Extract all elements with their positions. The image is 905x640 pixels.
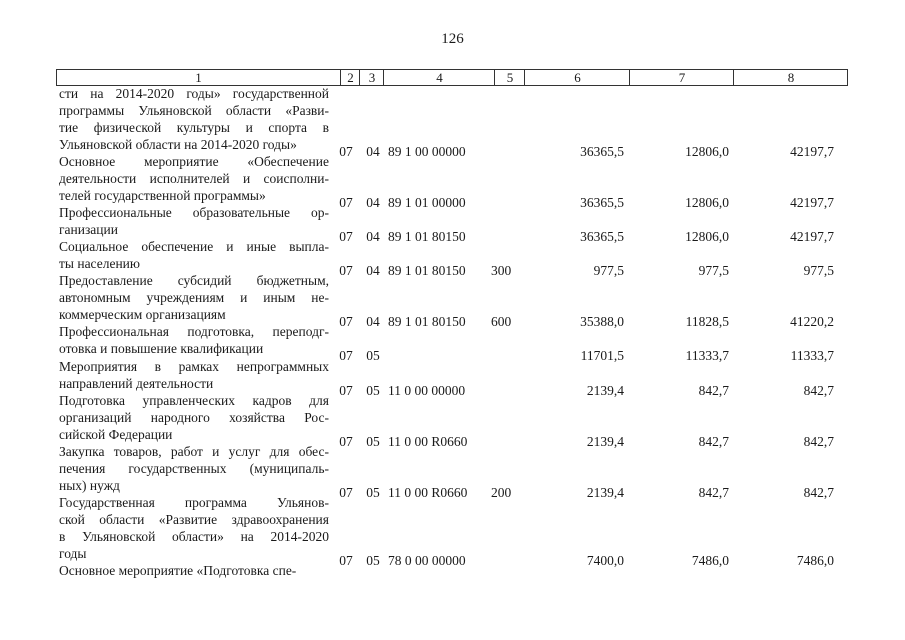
cell-subsection: 04 [366,229,380,244]
cell-target-article: 89 1 01 00000 [388,195,466,210]
cell-target-article: 89 1 01 80150 [388,229,466,244]
row-description [59,272,329,323]
cell-subsection: 05 [366,553,380,568]
header-col-6: 6 [524,70,630,85]
description-line: печения государственных (муниципаль- [59,461,329,476]
cell-section: 07 [339,229,353,244]
cell-amount-col6: 36365,5 [580,229,624,244]
cell-expense-type: 600 [491,314,512,329]
cell-section: 07 [339,263,353,278]
row-description [59,494,329,562]
cell-section: 07 [339,314,353,329]
description-line: коммерческим организациям [59,307,226,322]
cell-amount-col7: 11828,5 [685,314,729,329]
header-col-1: 1 [195,70,202,85]
cell-amount-col6: 35388,0 [580,314,624,329]
cell-amount-col6: 2139,4 [586,485,624,500]
cell-amount-col7: 842,7 [698,383,729,398]
description-line: телей государственной программы» [59,188,266,203]
cell-amount-col6: 36365,5 [580,195,624,210]
cell-subsection: 04 [366,314,380,329]
cell-section: 07 [339,383,353,398]
cell-amount-col6: 11701,5 [580,348,624,363]
cell-subsection: 05 [366,485,380,500]
description-line: ской области «Развитие здравоохранения [59,512,329,527]
page-number: 126 [441,31,464,47]
description-line: направлений деятельности [59,376,214,391]
cell-amount-col7: 842,7 [698,485,729,500]
cell-amount-col7: 12806,0 [685,229,729,244]
cell-amount-col7: 977,5 [698,263,729,278]
cell-amount-col8: 842,7 [803,383,834,398]
row-description [59,358,329,392]
header-col-4: 4 [383,70,495,85]
cell-amount-col8: 42197,7 [790,195,834,210]
description-line: деятельности исполнителей и соисполни- [59,171,329,186]
cell-amount-col8: 977,5 [803,263,834,278]
cell-expense-type: 200 [491,485,512,500]
description-line: в Ульяновской области» на 2014-2020 [59,529,329,544]
cell-subsection: 05 [366,348,380,363]
description-line: тие физической культуры и спорта в [59,120,329,135]
row-description [59,323,329,357]
cell-target-article: 89 1 01 80150 [388,314,466,329]
cell-amount-col8: 42197,7 [790,229,834,244]
cell-section: 07 [339,434,353,449]
row-description [59,153,329,204]
cell-amount-col8: 842,7 [803,434,834,449]
cell-amount-col8: 842,7 [803,485,834,500]
description-line: Предоставление субсидий бюджетным, [59,273,329,288]
cell-section: 07 [339,348,353,363]
header-col-3: 3 [359,70,384,85]
row-description [59,562,329,579]
row-description [59,392,329,443]
description-line: автономным учреждениям и иным не- [59,290,329,305]
cell-amount-col7: 7486,0 [691,553,729,568]
row-description [59,204,329,238]
header-col-5: 5 [494,70,525,85]
header-col-2: 2 [340,70,360,85]
cell-amount-col6: 36365,5 [580,144,624,159]
description-line: Мероприятия в рамках непрограммных [59,359,329,374]
cell-subsection: 05 [366,434,380,449]
description-line: Основное мероприятие «Обеспечение [59,154,329,169]
cell-section: 07 [339,195,353,210]
row-description [59,443,329,494]
cell-amount-col8: 11333,7 [790,348,834,363]
cell-target-article: 89 1 01 80150 [388,263,466,278]
cell-section: 07 [339,553,353,568]
cell-amount-col8: 41220,2 [790,314,834,329]
description-line: ганизации [59,222,118,237]
cell-amount-col8: 7486,0 [796,553,834,568]
cell-target-article: 11 0 00 R0660 [388,485,468,500]
cell-target-article: 11 0 00 00000 [388,383,466,398]
description-line: Ульяновской области на 2014-2020 годы» [59,137,297,152]
cell-target-article: 89 1 00 00000 [388,144,466,159]
cell-amount-col6: 2139,4 [586,383,624,398]
header-col-7: 7 [629,70,734,85]
description-line: сти на 2014-2020 годы» государственной [59,86,329,101]
cell-subsection: 04 [366,263,380,278]
description-line: Закупка товаров, работ и услуг для обес- [59,444,329,459]
description-line: сийской Федерации [59,427,173,442]
cell-subsection: 05 [366,383,380,398]
cell-section: 07 [339,144,353,159]
cell-amount-col8: 42197,7 [790,144,834,159]
cell-amount-col7: 11333,7 [685,348,729,363]
description-line: Основное мероприятие «Подготовка спе- [59,563,297,578]
description-line: Профессиональная подготовка, переподг- [59,324,329,339]
row-description [59,238,329,272]
description-line: программы Ульяновской области «Разви- [59,103,329,118]
description-line: отовка и повышение квалификации [59,341,264,356]
cell-amount-col7: 842,7 [698,434,729,449]
cell-amount-col6: 2139,4 [586,434,624,449]
header-col-8: 8 [733,70,848,85]
description-line: Профессиональные образовательные ор- [59,205,329,220]
row-description [59,85,329,153]
cell-target-article: 11 0 00 R0660 [388,434,468,449]
description-line: ты населению [59,256,140,271]
cell-amount-col6: 7400,0 [586,553,624,568]
cell-section: 07 [339,485,353,500]
cell-expense-type: 300 [491,263,512,278]
description-line: организаций народного хозяйства Рос- [59,410,329,425]
cell-subsection: 04 [366,144,380,159]
description-line: Государственная программа Ульянов- [59,495,329,510]
description-line: ных) нужд [59,478,120,493]
cell-amount-col7: 12806,0 [685,195,729,210]
description-line: Социальное обеспечение и иные выпла- [59,239,329,254]
cell-amount-col6: 977,5 [593,263,624,278]
cell-target-article: 78 0 00 00000 [388,553,466,568]
description-line: годы [59,546,87,561]
description-line: Подготовка управленческих кадров для [59,393,329,408]
cell-amount-col7: 12806,0 [685,144,729,159]
cell-subsection: 04 [366,195,380,210]
